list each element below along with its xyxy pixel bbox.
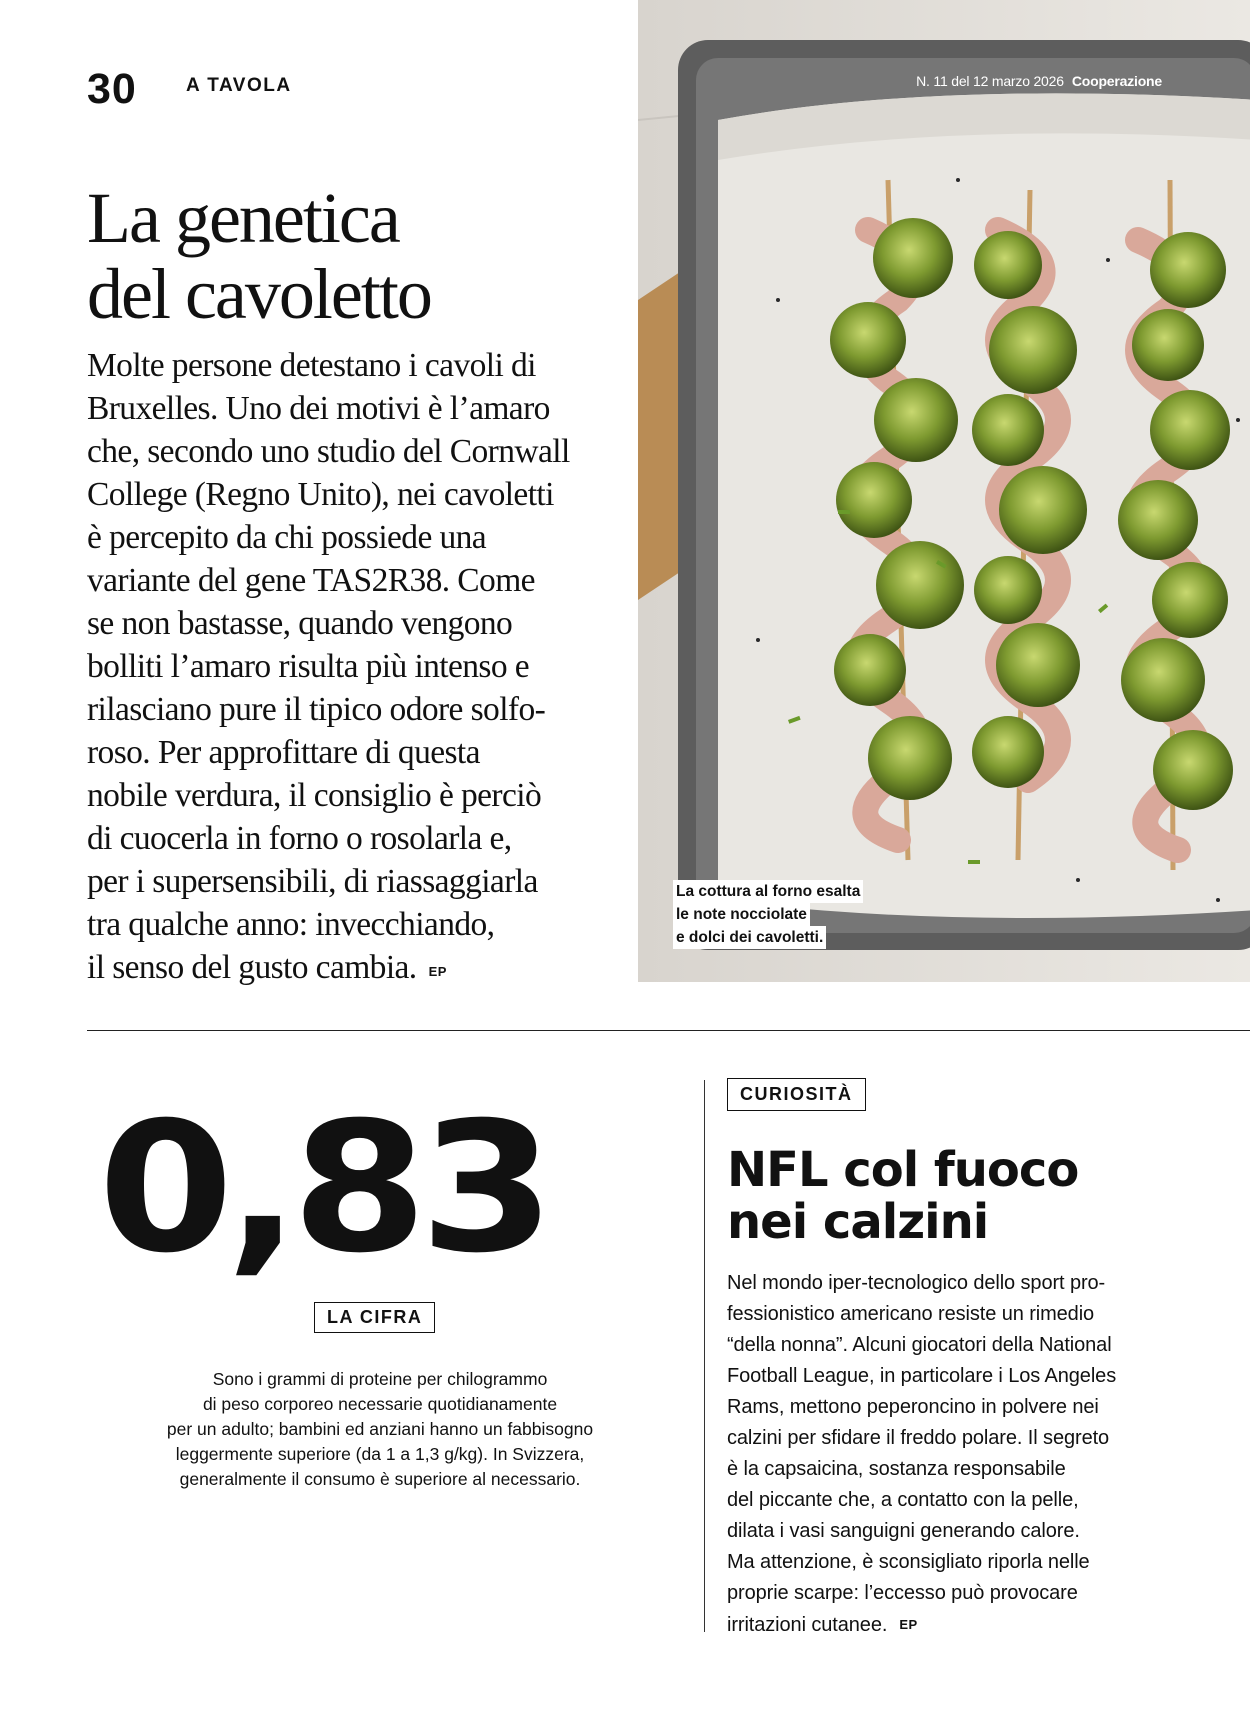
body-line: di cuocerla in forno o rosolarla e, — [87, 820, 512, 857]
curiosita-headline — [727, 1144, 1207, 1248]
body-line: è percepito da chi possiede una — [87, 519, 487, 556]
issue-date: N. 11 del 12 marzo 2026 — [916, 73, 1064, 89]
section-title: A TAVOLA — [186, 75, 292, 96]
body-line: variante del gene TAS2R38. Come — [87, 562, 535, 599]
headline-line: NFL col fuoco — [727, 1142, 1079, 1198]
caption-line: le note nocciolate — [673, 903, 810, 926]
figure-description — [140, 1367, 620, 1492]
caption-line: e dolci dei cavoletti. — [673, 926, 826, 949]
article-signature: EP — [428, 964, 447, 979]
headline-line: nei calzini — [727, 1194, 989, 1250]
figure-desc-line: per un adulto; bambini ed anziani hanno un fabbisogno — [166, 1419, 594, 1439]
figure-desc-line: Sono i grammi di proteine per chilogrammo — [212, 1369, 548, 1389]
body-line: “della nonna”. Alcuni giocatori della National — [727, 1334, 1112, 1356]
body-line: proprie scarpe: l’eccesso può provocare — [727, 1582, 1078, 1604]
section-divider — [87, 1030, 1250, 1031]
body-line: Molte persone detestano i cavoli di — [87, 347, 536, 384]
photo-caption — [673, 880, 883, 949]
body-line: Ma attenzione, è sconsigliato riporla nelle — [727, 1551, 1090, 1573]
publication-name: Cooperazione — [1071, 73, 1162, 89]
body-line: calzini per sfidare il freddo polare. Il segreto — [727, 1427, 1110, 1449]
body-line: dilata i vasi sanguigni generando calore. — [727, 1520, 1080, 1542]
figure-desc-line: generalmente il consumo è superiore al necessario. — [179, 1469, 581, 1489]
figure-desc-line: di peso corporeo necessarie quotidianamente — [202, 1394, 558, 1414]
issue-info — [916, 73, 1162, 89]
body-line: fessionistico americano resiste un rimedio — [727, 1303, 1095, 1325]
article-body — [87, 344, 647, 993]
body-line: rilasciano pure il tipico odore solfo- — [87, 691, 546, 728]
caption-line: La cottura al forno esalta — [673, 880, 863, 903]
brussels-sprouts-skewers-image — [638, 0, 1250, 982]
body-line: irritazioni cutanee. — [727, 1614, 888, 1636]
headline-line: del cavoletto — [87, 254, 431, 334]
body-line: del piccante che, a contatto con la pelle, — [727, 1489, 1079, 1511]
figure-label: LA CIFRA — [314, 1302, 435, 1333]
page-number: 30 — [87, 65, 137, 113]
curiosita-body — [727, 1268, 1177, 1641]
headline-line: La genetica — [87, 178, 399, 258]
body-line: bolliti l’amaro risulta più intenso e — [87, 648, 530, 685]
body-line: Nel mondo iper-tecnologico dello sport pro- — [727, 1272, 1106, 1294]
curiosita-signature: EP — [899, 1617, 918, 1632]
curiosita-kicker: CURIOSITÀ — [727, 1078, 866, 1111]
column-divider — [704, 1080, 705, 1632]
article-headline — [87, 180, 607, 332]
body-line: tra qualche anno: invecchiando, — [87, 906, 495, 943]
body-line: che, secondo uno studio del Cornwall — [87, 433, 570, 470]
body-line: il senso del gusto cambia. — [87, 949, 417, 986]
article-photo — [638, 0, 1250, 982]
figure-desc-line: leggermente superiore (da 1 a 1,3 g/kg). In Svizzera, — [175, 1444, 585, 1464]
big-figure-number: 0,83 — [98, 1083, 548, 1293]
body-line: se non bastasse, quando vengono — [87, 605, 513, 642]
body-line: roso. Per approfittare di questa — [87, 734, 480, 771]
body-line: è la capsaicina, sostanza responsabile — [727, 1458, 1066, 1480]
body-line: Football League, in particolare i Los Angeles — [727, 1365, 1117, 1387]
body-line: per i supersensibili, di riassaggiarla — [87, 863, 538, 900]
body-line: College (Regno Unito), nei cavoletti — [87, 476, 554, 513]
body-line: Bruxelles. Uno dei motivi è l’amaro — [87, 390, 550, 427]
body-line: nobile verdura, il consiglio è perciò — [87, 777, 542, 814]
body-line: Rams, mettono peperoncino in polvere nei — [727, 1396, 1099, 1418]
